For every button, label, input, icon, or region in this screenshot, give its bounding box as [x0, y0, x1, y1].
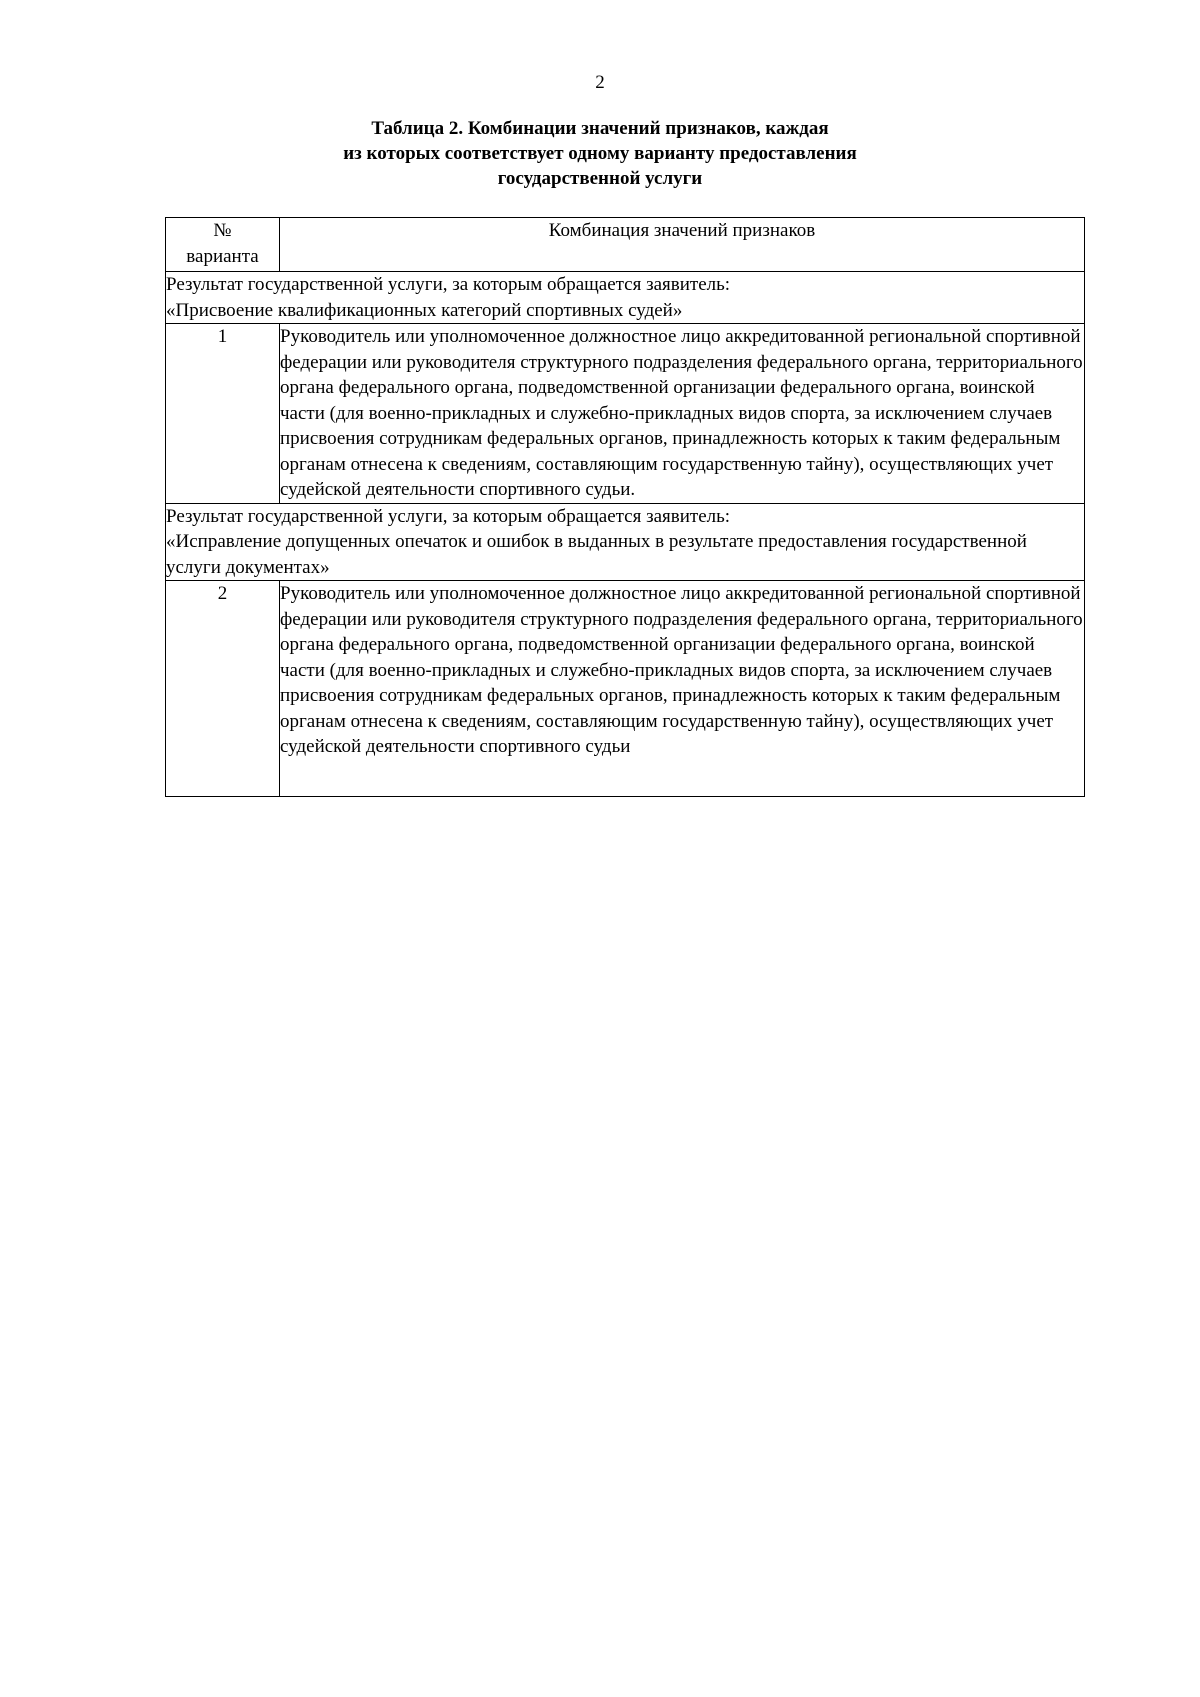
- variant-text-1: Руководитель или уполномоченное должностное лицо аккредитованной региональной спортивной федерации или руководителя структурного подразделения федерального органа, территориального органа федерального органа, подведомственной организации федерального органа, воинской части (для военно-прикладных и служебно-прикладных видов спорта, за исключением случаев присвоения сотрудникам федеральных органов, принадлежность которых к таким федеральным органам отнесена к сведениям, составляющим государственную тайну), осуществляющих учет судейской деятельности спортивного судьи.: [280, 324, 1085, 504]
- result-value-1: «Присвоение квалификационных категорий спортивных судей»: [166, 299, 683, 321]
- section-row-1: [166, 272, 1085, 324]
- variant-number-header: [166, 218, 280, 272]
- table-header-row: [166, 218, 1085, 272]
- page-number: 2: [595, 72, 605, 93]
- variant-text-2: Руководитель или уполномоченное должностное лицо аккредитованной региональной спортивной федерации или руководителя структурного подразделения федерального органа, территориального органа федерального органа, подведомственной организации федерального органа, воинской части (для военно-прикладных и служебно-прикладных видов спорта, за исключением случаев присвоения сотрудникам федеральных органов, принадлежность которых к таким федеральным органам отнесена к сведениям, составляющим государственную тайну), осуществляющих учет судейской деятельности спортивного судьи: [280, 581, 1085, 797]
- combination-header: Комбинация значений признаков: [280, 218, 1085, 272]
- variant-number-1: 1: [166, 324, 280, 504]
- variant-number-2: 2: [166, 581, 280, 797]
- variant-row-2: [166, 581, 1085, 797]
- variant-number-header-label: варианта: [186, 245, 259, 267]
- result-label-1: Результат государственной услуги, за которым обращается заявитель:: [166, 274, 731, 295]
- table-title-line-2: из которых соответствует одному варианту предоставления: [343, 143, 857, 164]
- section-row-2: [166, 503, 1085, 581]
- variant-number-header-symbol: №: [213, 220, 232, 241]
- table-title-line-1: Таблица 2. Комбинации значений признаков, каждая: [371, 118, 829, 139]
- table-title: [250, 116, 950, 191]
- result-label-2: Результат государственной услуги, за которым обращается заявитель:: [166, 505, 731, 527]
- table-title-line-3: государственной услуги: [497, 168, 703, 189]
- variant-row-1: [166, 324, 1085, 504]
- result-value-2: «Исправление допущенных опечаток и ошибок в выданных в результате предоставления государственной услуги документах»: [166, 531, 1027, 578]
- variants-table: [165, 217, 1085, 797]
- result-section-2: [166, 503, 1085, 581]
- result-section-1: [166, 272, 1085, 324]
